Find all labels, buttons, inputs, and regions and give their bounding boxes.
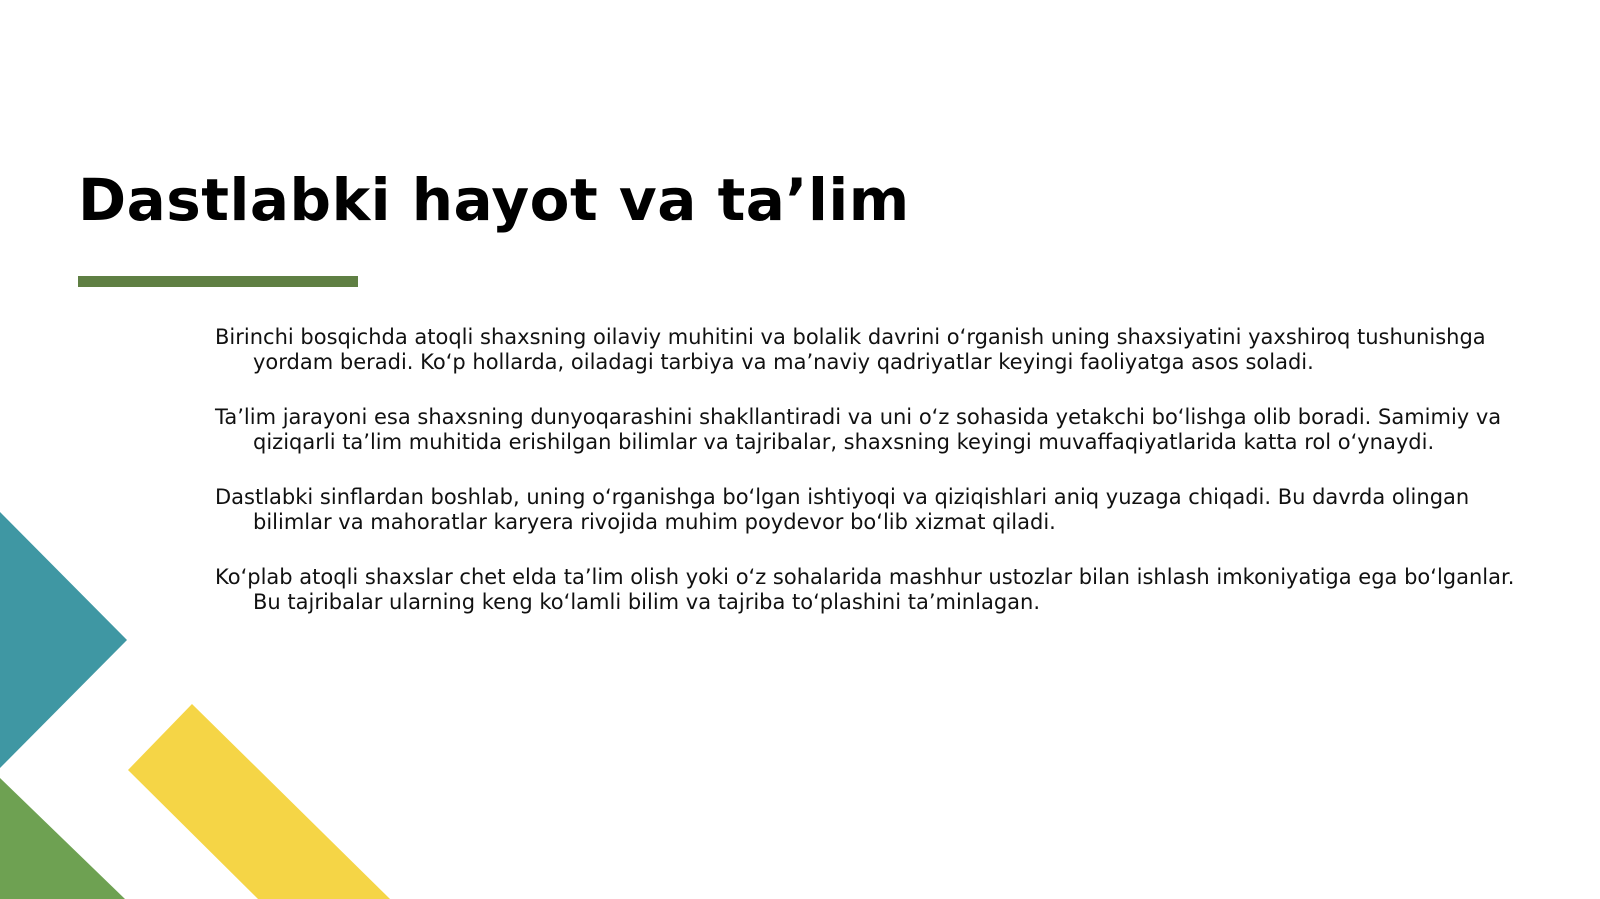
body-paragraph: Ta’lim jarayoni esa shaxsning dunyoqarashini shakllantiradi va uni o‘z sohasida yetakchi bo‘lishga olib boradi. Samimiy va qiziqarli ta’lim muhitida erishilgan bilimlar va tajribalar, shaxsning keyingi muvaffaqiyatlarida katta rol o‘ynaydi. [215,405,1502,454]
title-accent-bar [78,276,358,287]
slide-title: Dastlabki hayot va ta’lim [78,166,910,234]
green-triangle-shape [0,778,125,899]
body-paragraph: Ko‘plab atoqli shaxslar chet elda ta’lim olish yoki o‘z sohalarida mashhur ustozlar bilan ishlash imkoniyatiga ega bo‘lganlar. Bu tajribalar ularning keng ko‘lamli bilim va tajriba to‘plashini ta’minlagan. [215,565,1515,614]
yellow-stripe-shape [128,704,390,899]
body-paragraph: Dastlabki sinflardan boshlab, uning o‘rganishga bo‘lgan ishtiyoqi va qiziqishlari aniq yuzaga chiqadi. Bu davrda olingan bilimlar va mahoratlar karyera rivojida muhim poydevor bo‘lib xizmat qiladi. [215,485,1470,534]
slide-body [215,325,1515,645]
teal-triangle-shape [0,512,127,768]
body-paragraph: Birinchi bosqichda atoqli shaxsning oilaviy muhitini va bolalik davrini o‘rganish uning shaxsiyatini yaxshiroq tushunishga yordam beradi. Ko‘p hollarda, oiladagi tarbiya va ma’naviy qadriyatlar keyingi faoliyatga asos soladi. [215,325,1486,374]
